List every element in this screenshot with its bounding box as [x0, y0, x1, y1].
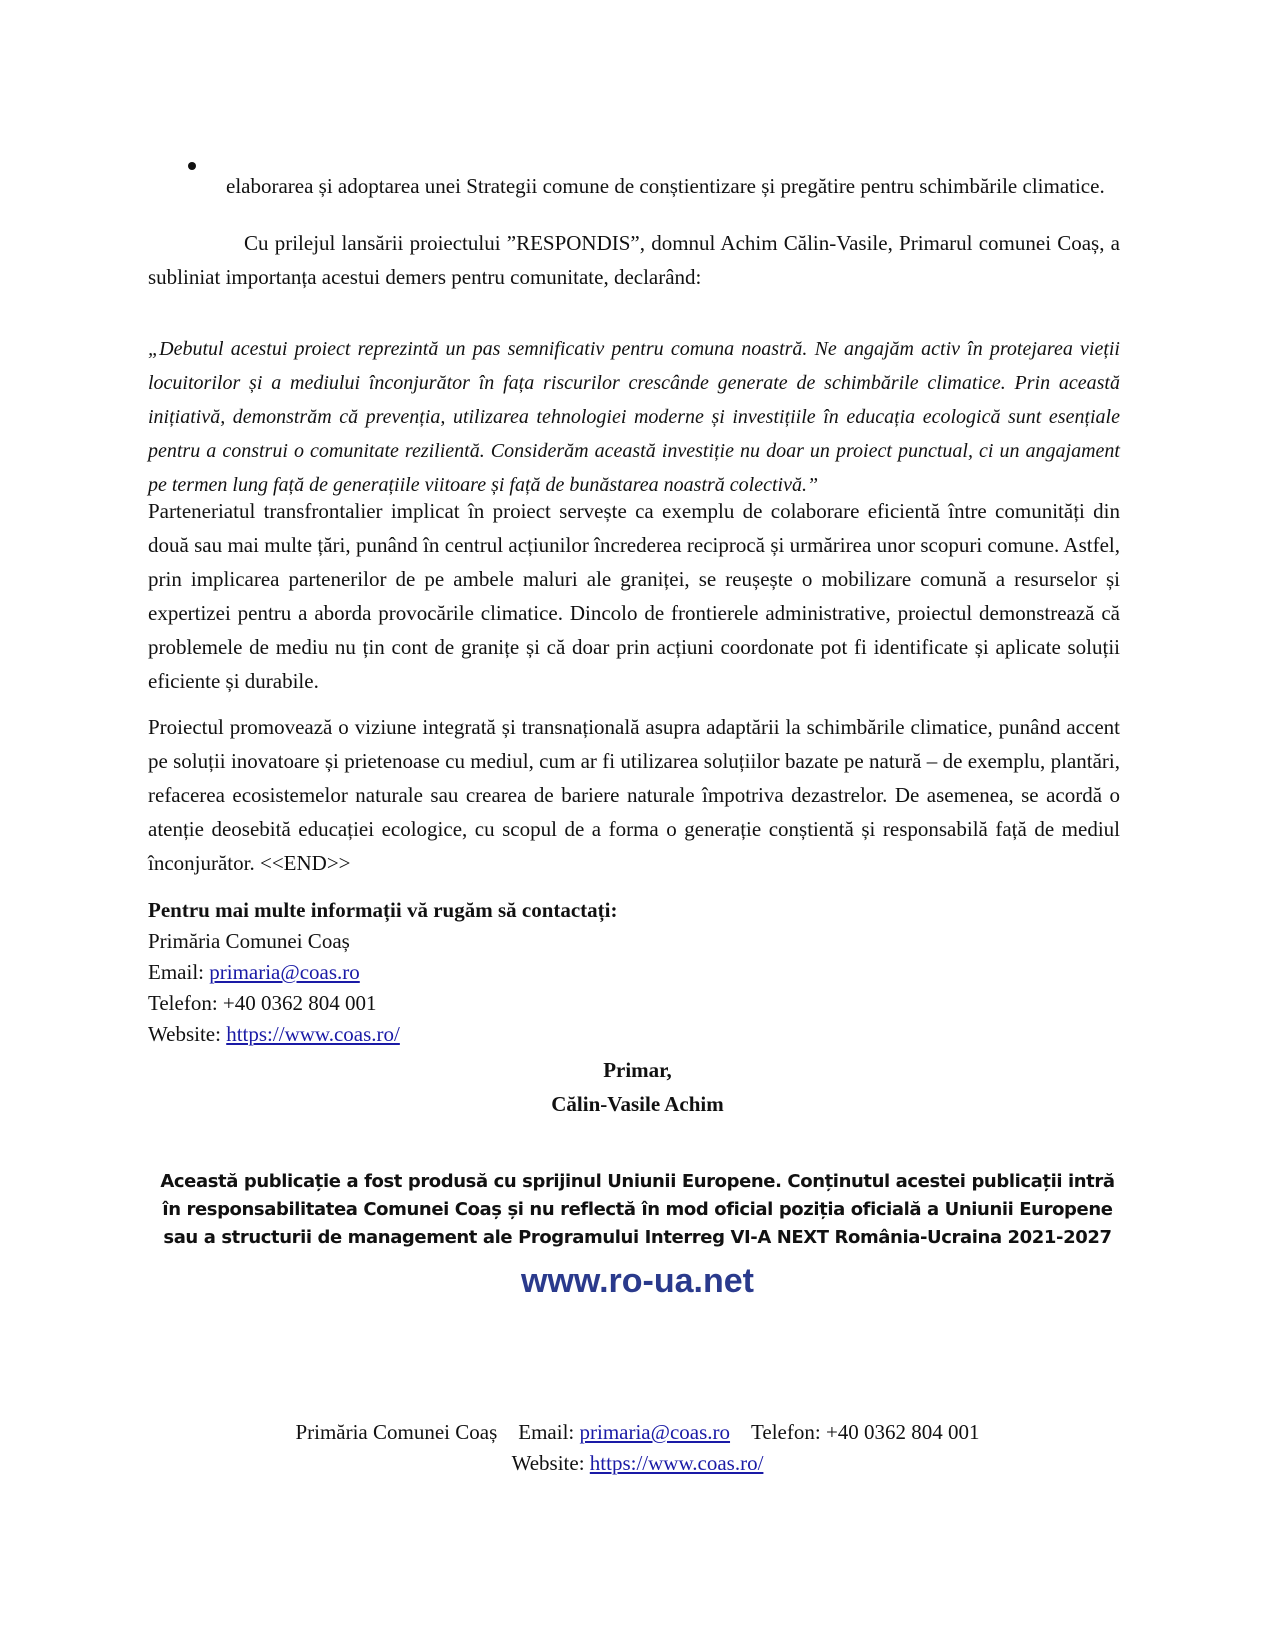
website-link[interactable]: https://www.coas.ro/ [226, 1022, 400, 1046]
website-label: Website: [148, 1022, 227, 1046]
signature-name: Călin-Vasile Achim [551, 1092, 724, 1116]
bullet-text: elaborarea și adoptarea unei Strategii comune de conștientizare și pregătire pentru schimbările climatice. [226, 174, 1105, 198]
project-vision-paragraph: Proiectul promovează o viziune integrată și transnațională asupra adaptării la schimbările climatice, punând accent pe soluții inovatoare și prietenoase cu mediul, cum ar fi utilizarea soluțiilor bazate pe natură – de exemplu, plantări, refacerea ecosistemelor naturale sau crearea de bariere naturale împotriva dezastrelor. De asemenea, se acordă o atenție deosebită educației ecologice, cu scopul de a forma o generație conștientă și responsabilă față de mediul înconjurător. <<END>> [148, 715, 1120, 875]
partnership-paragraph: Parteneriatul transfrontalier implicat în proiect servește ca exemplu de colaborare eficientă între comunități din două sau mai multe țări, punând în centrul acțiunilor încrederea reciprocă și urmărirea unor scopuri comune. Astfel, prin implicarea partenerilor de pe ambele maluri ale graniței, se reușește o mobilizare comună a resurselor și expertizei pentru a aborda provocările climatice. Dincolo de frontierele administrative, proiectul demonstrează că problemele de mediu nu țin cont de granițe și că doar prin acțiuni coordonate pot fi identificate și aplicate soluții eficiente și durabile. [148, 499, 1120, 693]
contact-phone-line [148, 988, 1120, 1019]
mayor-quote: „Debutul acestui proiect reprezintă un pas semnificativ pentru comuna noastră. Ne angajăm activ în protejarea vieții locuitorilor și a mediului înconjurător în fața riscurilor crescânde generate de schimbările climatice. Prin această inițiativă, demonstrăm că prevenția, utilizarea tehnologiei moderne și investițiile în educația ecologică sunt esențiale pentru a construi o comunitate rezilientă. Considerăm această investiție nu doar un proiect punctual, ci un angajament pe termen lung față de generațiile viitoare și față de bunăstarea noastră colectivă.” [148, 338, 1120, 496]
contact-heading: Pentru mai multe informații vă rugăm să contactați: [148, 898, 618, 922]
footer-phone-label: Telefon: [751, 1420, 826, 1444]
contact-website-line [148, 1019, 1120, 1050]
footer-email-label: Email: [518, 1420, 580, 1444]
contact-block [148, 894, 1120, 1050]
footer-line-1 [0, 1417, 1275, 1448]
contact-email-line [148, 957, 1120, 988]
email-label: Email: [148, 960, 210, 984]
footer-phone: +40 0362 804 001 [825, 1420, 980, 1444]
footer-website-label: Website: [511, 1451, 590, 1475]
program-url[interactable]: www.ro-ua.net [521, 1262, 754, 1300]
footer-email-link[interactable]: primaria@coas.ro [579, 1420, 731, 1444]
footer-org: Primăria Comunei Coaș [295, 1420, 498, 1444]
signature-block [0, 1053, 1275, 1121]
contact-org: Primăria Comunei Coaș [148, 929, 350, 953]
signature-title: Primar, [603, 1058, 672, 1082]
footer-line-2 [0, 1448, 1275, 1479]
phone-value: +40 0362 804 001 [222, 991, 377, 1015]
eu-disclaimer: Această publicație a fost produsă cu sprijinul Uniunii Europene. Conținutul acestei publicații intră în responsabilitatea Comunei Coaș și nu reflectă în mod oficial poziția oficială a Uniunii Europene sau a structurii de management ale Programului Interreg VI-A NEXT România-Ucraina 2021-2027 [160, 1171, 1115, 1248]
footer-website-link[interactable]: https://www.coas.ro/ [589, 1451, 764, 1475]
phone-label: Telefon: [148, 991, 223, 1015]
intro-paragraph: Cu prilejul lansării proiectului ”RESPONDIS”, domnul Achim Călin-Vasile, Primarul comunei Coaș, a subliniat importanța acestui demers pentru comunitate, declarând: [148, 231, 1120, 289]
page-footer [0, 1417, 1275, 1479]
bullet-list-item [148, 148, 1120, 224]
email-link[interactable]: primaria@coas.ro [209, 960, 360, 984]
bullet-icon [188, 162, 196, 170]
